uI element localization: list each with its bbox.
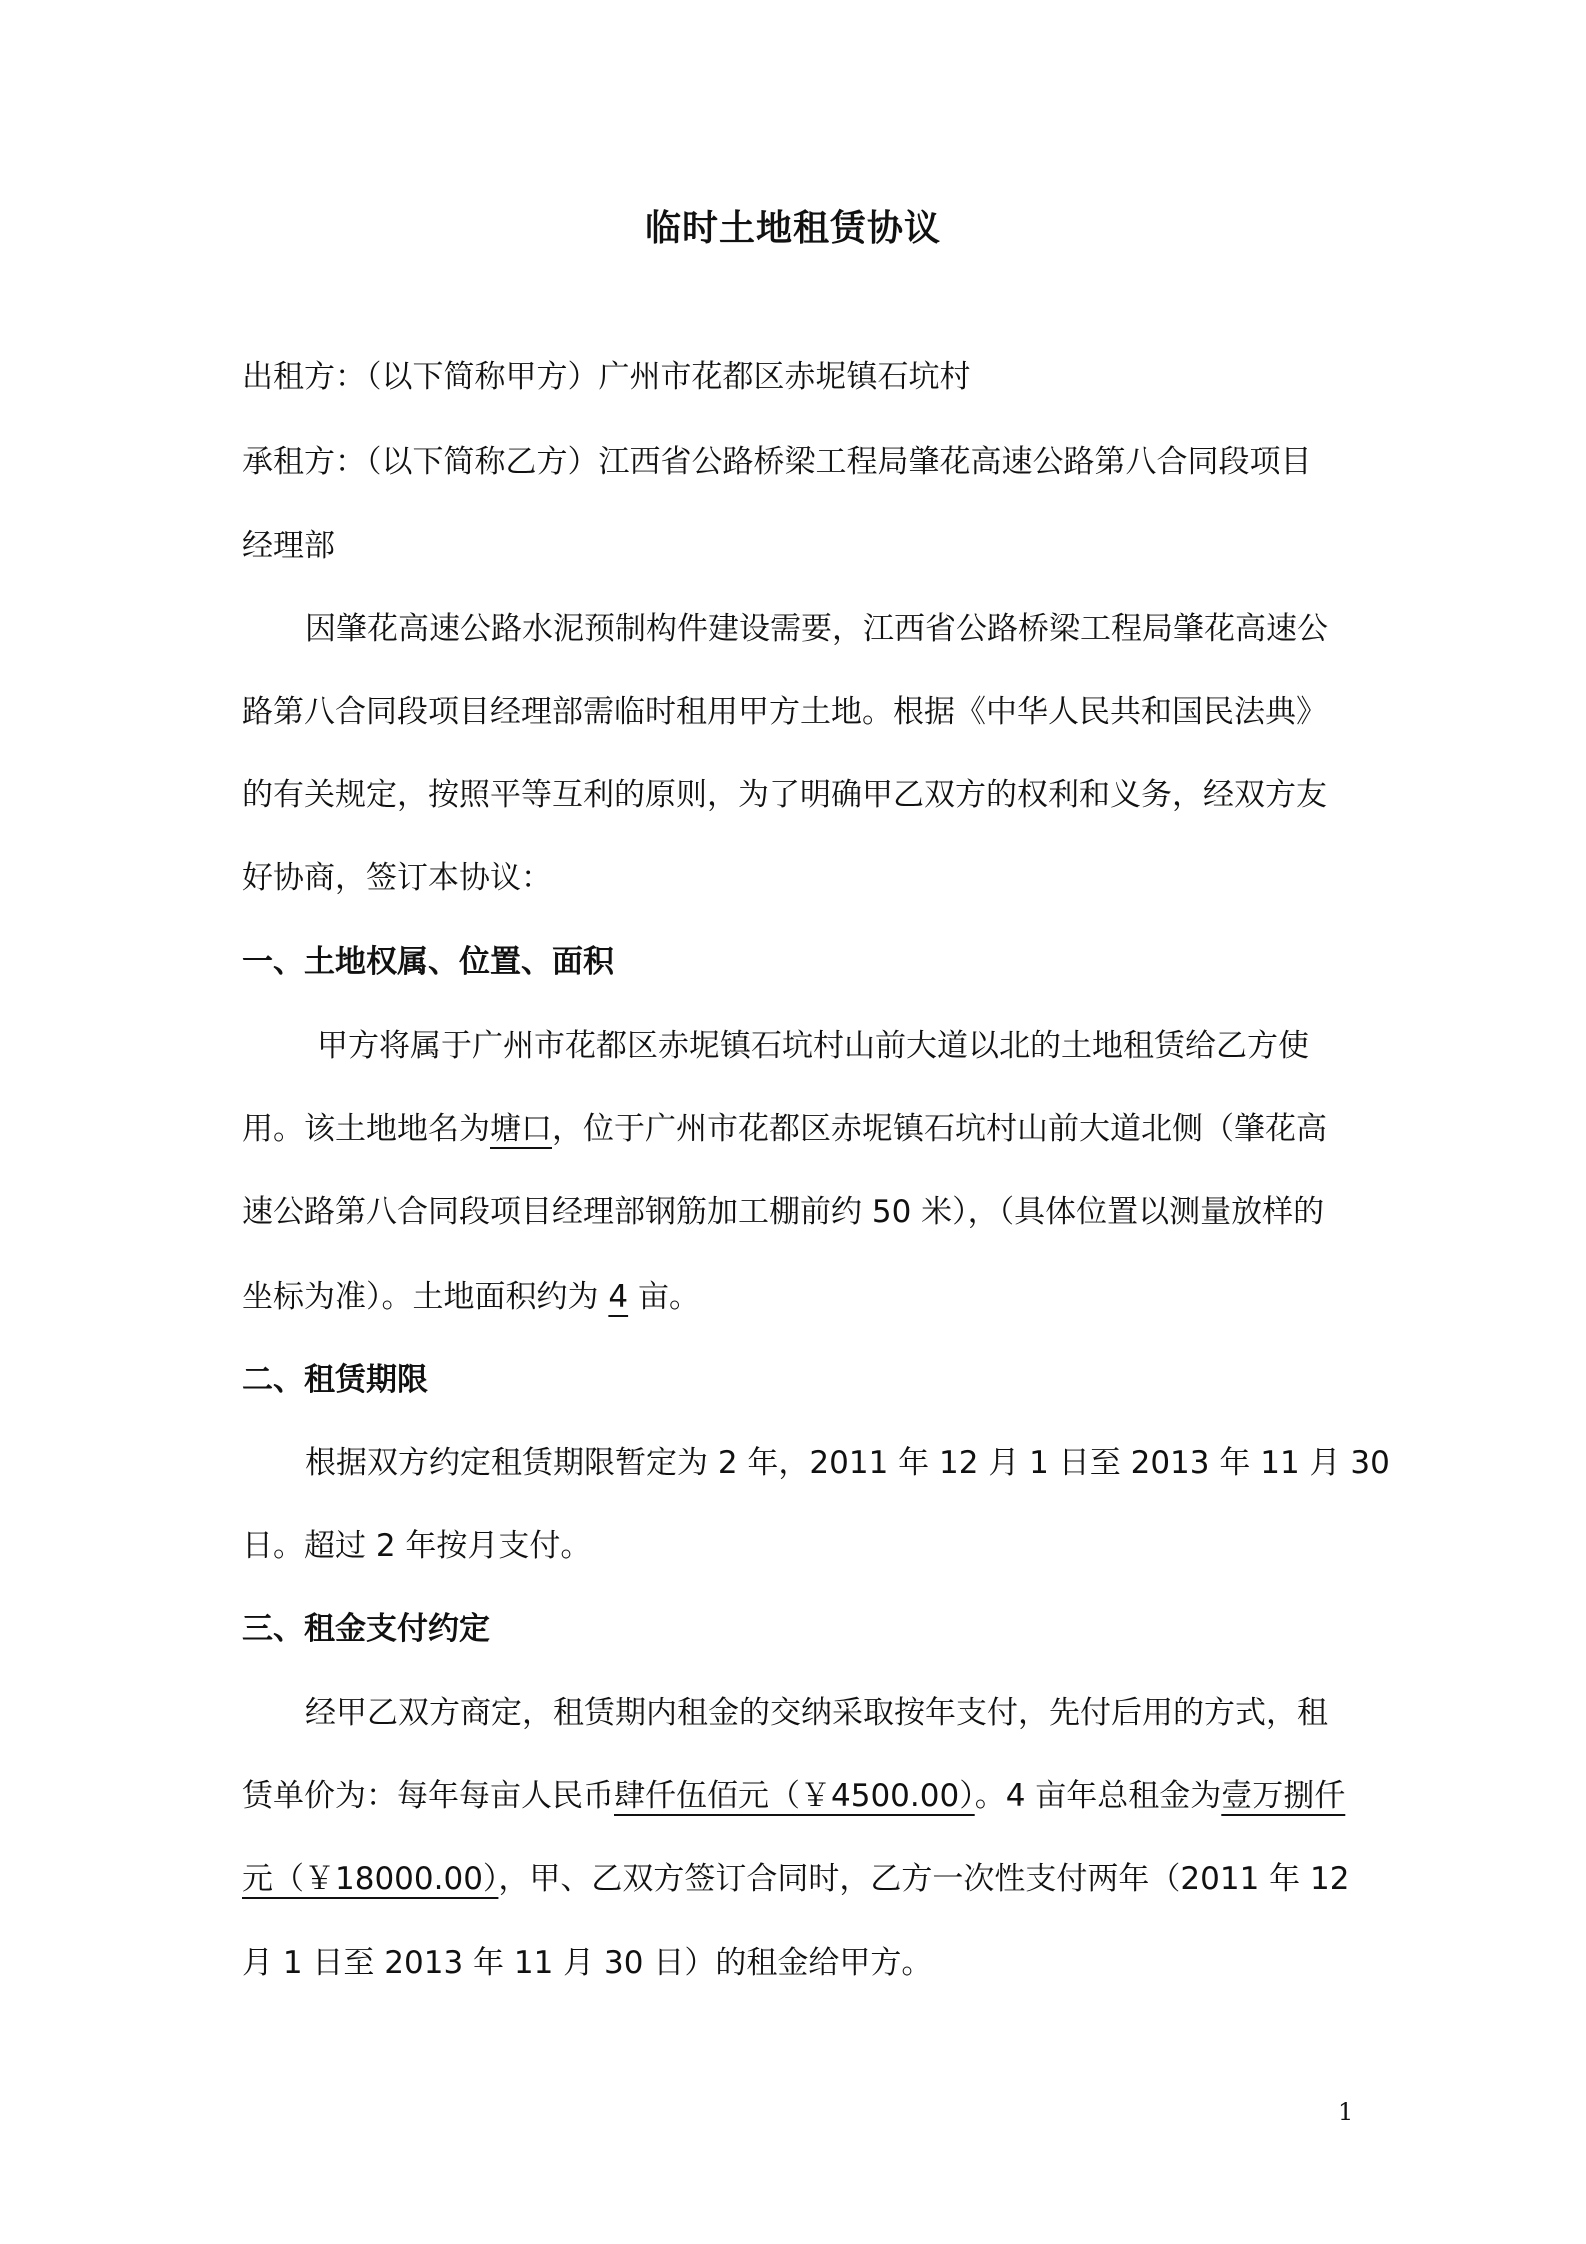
section-3-line-3-post: ，甲、乙双方签订合同时，乙方一次性支付两年（2011 年 12 bbox=[498, 1861, 1350, 1897]
page-number: 1 bbox=[1338, 2098, 1354, 2126]
section-1-heading: 一、土地权属、位置、面积 bbox=[242, 944, 614, 980]
lessor-text: （以下简称甲方）广州市花都区赤坭镇石坑村 bbox=[366, 359, 971, 395]
section-3-line-2 bbox=[242, 1774, 1357, 1818]
lessor-line bbox=[242, 355, 1357, 399]
section-1-line-2-pre: 用。该土地地名为 bbox=[242, 1111, 490, 1147]
section-1-line-3: 速公路第八合同段项目经理部钢筋加工棚前约 50 米），（具体位置以测量放样的 bbox=[242, 1194, 1325, 1230]
land-name: 塘口 bbox=[490, 1111, 552, 1147]
section-1-line-2 bbox=[242, 1107, 1357, 1151]
lessee-text: （以下简称乙方）江西省公路桥梁工程局肇花高速公路第八合同段项目 bbox=[366, 444, 1312, 480]
section-3-line-4: 月 1 日至 2013 年 11 月 30 日）的租金给甲方。 bbox=[242, 1945, 933, 1981]
section-3-heading: 三、租金支付约定 bbox=[242, 1611, 490, 1647]
section-1-line-4-pre: 坐标为准）。土地面积约为 bbox=[242, 1279, 609, 1315]
total-rent-part-2: 元（￥18000.00） bbox=[242, 1861, 499, 1897]
unit-price: 肆仟伍佰元（￥4500.00） bbox=[614, 1778, 975, 1814]
land-area: 4 bbox=[608, 1279, 629, 1315]
document-title: 临时土地租赁协议 bbox=[644, 208, 941, 249]
lessee-line-2: 经理部 bbox=[242, 528, 335, 564]
intro-line-4: 好协商，签订本协议： bbox=[242, 860, 552, 896]
section-1-line-4 bbox=[242, 1275, 1357, 1319]
section-3-line-2-pre: 赁单价为：每年每亩人民币 bbox=[242, 1778, 614, 1814]
section-2-heading: 二、租赁期限 bbox=[242, 1362, 428, 1398]
total-rent-part-1: 壹万捌仟 bbox=[1221, 1778, 1346, 1814]
lessee-label: 承租方： bbox=[242, 444, 366, 480]
intro-line-3: 的有关规定，按照平等互利的原则，为了明确甲乙双方的权利和义务，经双方友 bbox=[242, 777, 1327, 813]
section-3-line-3 bbox=[242, 1857, 1357, 1901]
intro-line-1: 因肇花高速公路水泥预制构件建设需要，江西省公路桥梁工程局肇花高速公 bbox=[305, 611, 1328, 647]
lessee-line bbox=[242, 440, 1357, 484]
section-1-line-1: 甲方将属于广州市花都区赤坭镇石坑村山前大道以北的土地租赁给乙方使 bbox=[317, 1028, 1309, 1064]
section-1-line-4-post: 亩。 bbox=[628, 1279, 700, 1315]
section-1-line-2-post: ，位于广州市花都区赤坭镇石坑村山前大道北侧（肇花高 bbox=[552, 1111, 1327, 1147]
intro-line-2: 路第八合同段项目经理部需临时租用甲方土地。根据《中华人民共和国民法典》 bbox=[242, 694, 1327, 730]
section-3-line-1: 经甲乙双方商定，租赁期内租金的交纳采取按年支付，先付后用的方式，租 bbox=[305, 1695, 1328, 1731]
section-3-line-2-mid: 。4 亩年总租金为 bbox=[974, 1778, 1222, 1814]
lessor-label: 出租方： bbox=[242, 359, 366, 395]
section-2-line-1: 根据双方约定租赁期限暂定为 2 年，2011 年 12 月 1 日至 2013 年 11 月 30 bbox=[305, 1445, 1390, 1481]
section-2-line-2: 日。超过 2 年按月支付。 bbox=[242, 1528, 592, 1564]
